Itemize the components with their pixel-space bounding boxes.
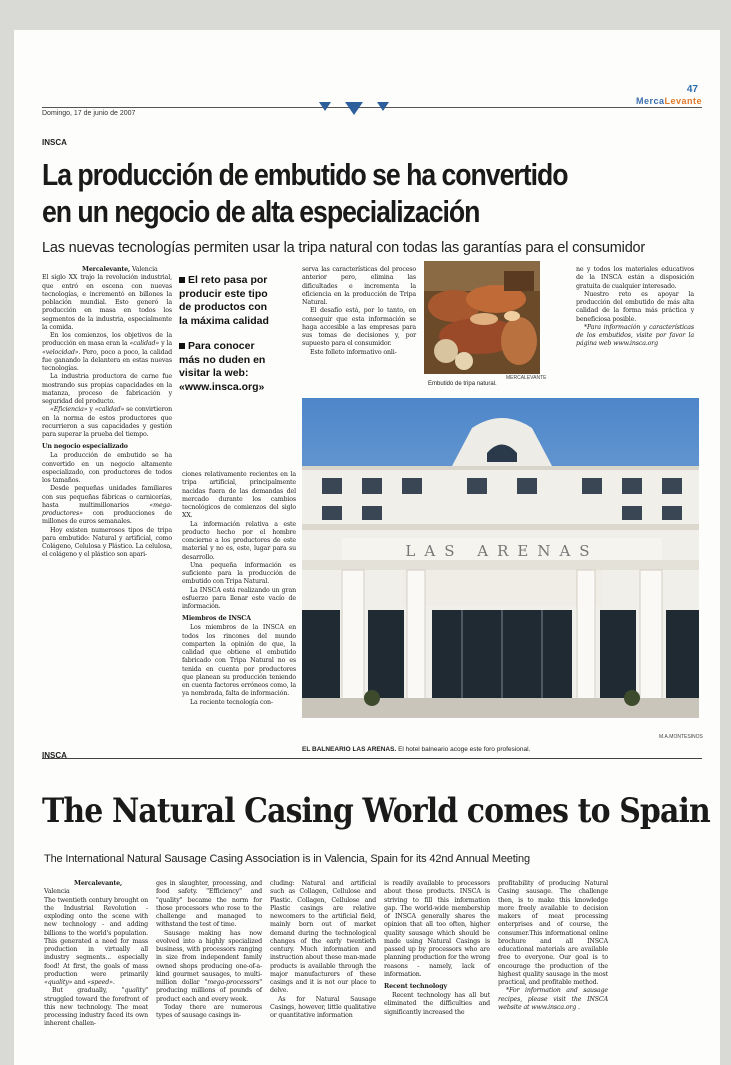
sausage-photo	[424, 261, 540, 374]
hotel-photo	[302, 398, 699, 718]
photo-credit: M.A.MONTESINOS	[659, 734, 703, 740]
header-rule	[42, 107, 702, 108]
article-column: ges in slaughter, processing, and food safety. "Efficiency" and "quality" became the norm for those processors who rose to the challenge and managed to withstand the test of time. Sausage making has now evolved into a highly specialized business, with processors ranging in size from independent family owned shops producing one-of-a-kind gourmet sausages, to multi-million dollar "mega-processors" producing millions of pounds of product each and every week. Today there are numerous types of sausage casings in-	[156, 880, 262, 1019]
hotel-sign: LAS ARENAS	[405, 542, 599, 560]
headline-es: La producción de embutido se ha convertido en un negocio de alta especialización	[42, 157, 568, 229]
photo-caption: Embutido de tripa natural.	[428, 381, 497, 387]
article-column: is readily available to processors about these products. INSCA is striving to fill this information gap. The world-wide membership of INSCA generally shares the opinion that all too often, higher quality sausage which should be made using Natural Casings is passed up by processors who are planning production for the wrong reasons - namely, lack of information. Recent technology Recent technology has all but eliminated the difficulties and significantly increased the	[384, 880, 490, 1016]
square-bullet-icon	[179, 277, 185, 283]
pull-quote: Para conocer más no duden en visitar la web: «www.insca.org»	[179, 340, 266, 393]
section-label: INSCA	[42, 751, 67, 760]
page-number: 47	[686, 84, 698, 95]
photo-caption: EL BALNEARIO LAS ARENAS. El hotel balneario acoge este foro profesional.	[302, 746, 531, 753]
subheadline-es: Las nuevas tecnologías permiten usar la tripa natural con todas las garantías para el consumidor	[42, 240, 646, 256]
section-label: INSCA	[42, 138, 67, 147]
square-bullet-icon	[179, 343, 185, 349]
photo-credit: MERCALEVANTE	[506, 375, 547, 381]
article-column: cluding: Natural and artificial such as Collagen, Cellulose and Plastic. Collagen, Cellulose and Plastic casings are relative newcomers to the artificial field, mainly born out of market demand during the technological changes of the early twentieth century. Much information and instruction about these man-made products is available through the major manufacturers of these casings and it is not our place to delve. As for Natural Sausage Casings, however, little qualitative or quantitative information	[270, 880, 376, 1019]
newspaper-page	[14, 30, 720, 1065]
headline-en: The Natural Casing World comes to Spain	[42, 791, 710, 831]
triangle-decoration-icon	[345, 102, 363, 115]
article-column: profitability of producing Natural Casing sausage. The challenge then, is to make this knowledge more freely available to decision makers of meat processing enterprises and of course, the consumer.This informational online brochure and all INSCA educational materials are available free to everyone. Our goal is to encourage the production of the highest quality sausage in the most practical, and profitable method. *For information and sausage recipes, please visit the INSCA website at www.insca.org .	[498, 880, 608, 1011]
article-divider	[42, 758, 702, 759]
pull-quote: El reto pasa por producir este tipo de productos con la máxima calidad	[179, 274, 269, 327]
subheading: Miembros de INSCA	[182, 615, 251, 623]
article-column: Mercalevante, Valencia The twentieth century brought on the Industrial Revolution - exploding onto the scene with new technology - and adding billions to the world's population. This generated a need for mass production in virtually all industry segments... especially food! At first, the goals of mass production were primarily «quality» and «speed». But gradually, "quality" struggled toward the forefront of this new technology. The meat processing industry faced its own inherent challen-	[44, 880, 148, 1028]
article-column	[44, 852, 148, 880]
article-column: Mercalevante, Valencia El siglo XX trajo la revolución industrial, que entró en escena con nuevas tecnologías, e incrementó en billones la población mundial. Esto generó la producción en masa en todos los segmentos de la industria, especialmente la comida. En los comienzos, los objetivos de la producción en masa eran la «calidad» y la «velocidad». Pero, poco a poco, la calidad fue ganando la delantera en estas nuevas tecnologías. La industria productora de carne fue mostrando sus propias capacidades en la matanza, proceso de fabricación y seguridad del producto. «Eficiencia» y «calidad» se convirtieron en la norma de estos productores que recurrieron a sus capacidades y gestión para superar la prueba del tiempo. Un negocio especializado La producción de embutido se ha convertido en un negocio altamente especializado, con productores de todos los tamaños. Desde pequeñas unidades familiares con sus pequeñas fábricas o carnicerías, hasta multimillonarios «mega-productores» con producciones de millones de euros semanales. Hoy existen numerosos tipos de tripa para embutido: Natural y artificial, como Colágeno, Celulosa y Plástico. La celulosa, el colágeno y el plástico son apari-	[42, 266, 172, 559]
mercalevante-logo: MercaLevante	[635, 96, 702, 106]
subheadline-en: The International Natural Sausage Casing Association is in Valencia, Spain for its 42nd Annual Meeting	[44, 853, 530, 865]
triangle-decoration-icon	[377, 102, 389, 111]
pull-quotes	[179, 274, 275, 406]
article-column: ne y todos los materiales educativos de la INSCA están a disposición gratuita de cualquier interesado. Nuestro reto es apoyar la producción del embutido de más alta calidad de la forma más práctica y beneficiosa posible. *Para información y características de los embutidos, visite por favor la página web www.insca.org	[576, 266, 694, 348]
subheading: Recent technology	[384, 983, 447, 990]
triangle-decoration-icon	[319, 102, 331, 111]
article-column: ciones relativamente recientes en la tripa artificial, principalmente nacidas fuera de las demandas del mercado durante los cambios tecnológicos de comienzos del siglo XX. La información relativa a este producto hecho por el hombre concierne a los productores de este material y no es, este, lugar para su desarrollo. Una pequeña información es suficiente para la producción de embutido con Tripa Natural. La INSCA está realizando un gran esfuerzo para llenar este vacío de información. Miembros de INSCA Los miembros de la INSCA en todos los rincones del mundo comparten la opinión de que, la calidad que obtiene el embutido fabricado con Tripa Natural no es tenida en cuenta por productores que planean su producción teniendo en cuenta factores erróneos como, la ya nombrada, falta de información. La reciente tecnología con-	[182, 471, 296, 706]
issue-date: Domingo, 17 de junio de 2007	[42, 110, 136, 117]
subheading: Un negocio especializado	[42, 443, 128, 451]
article-column: serva las características del proceso anterior pero, elimina las dificultades e incrementa la eficiencia en la producción de Tripa Natural. El desafío está, por lo tanto, en conseguir que esta información se haga accesible a las empresas para sus tomas de decisiones y, por supuesto para el consumidor. Este folleto informativo onli-	[302, 266, 416, 356]
